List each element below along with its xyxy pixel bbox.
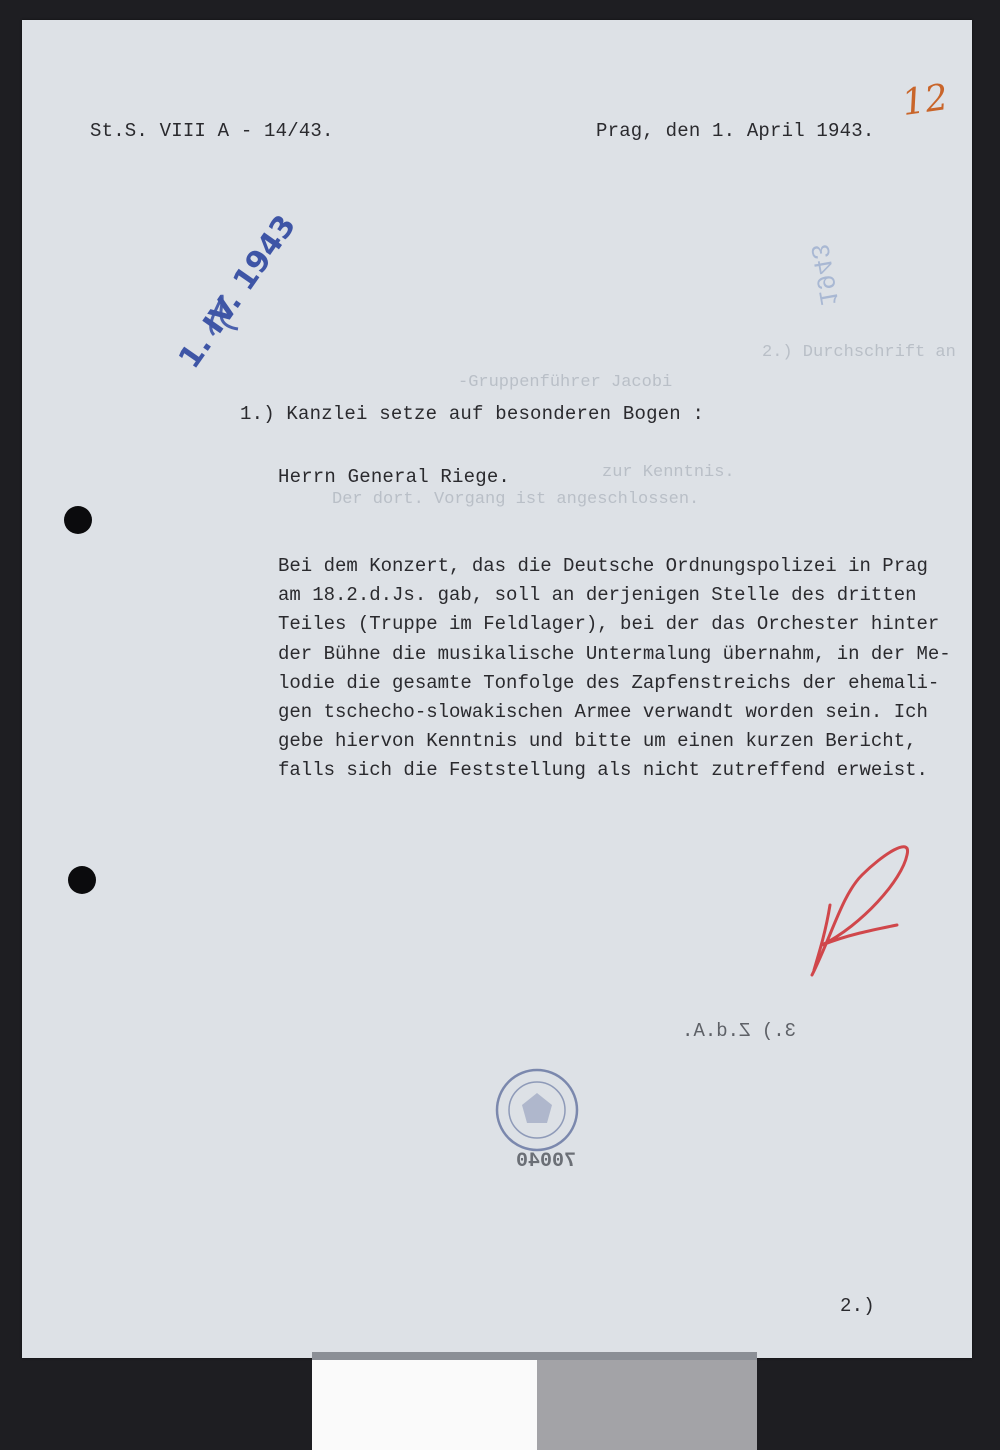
- punch-hole: [68, 866, 96, 894]
- ghost-line-1: 2.) Durchschrift an: [762, 343, 956, 362]
- body-line: Teiles (Truppe im Feldlager), bei der das Orchester hinter: [278, 613, 940, 636]
- punch-hole: [64, 506, 92, 534]
- received-date-stamp: 1. IV. 1943: [172, 208, 304, 376]
- continuation-mark: 2.): [840, 1295, 875, 1317]
- grey-reference-patch: [537, 1360, 757, 1450]
- body-line: lodie die gesamte Tonfolge des Zapfenstreichs der ehemali-: [278, 671, 940, 694]
- white-reference-patch: [312, 1360, 537, 1450]
- page-mark: 12: [899, 76, 951, 125]
- office-seal-icon: [492, 1065, 582, 1155]
- addressee-line: Herrn General Riege.: [278, 466, 511, 488]
- ghost-line-2: -Gruppenführer Jacobi: [458, 373, 673, 392]
- body-line: am 18.2.d.Js. gab, soll an derjenigen Stelle des dritten: [278, 584, 917, 607]
- place-date: Prag, den 1. April 1943.: [596, 120, 875, 142]
- body-line: falls sich die Feststellung als nicht zutreffend erweist.: [278, 759, 928, 782]
- ghost-stamp-date: 1943: [803, 241, 844, 309]
- instruction-line: 1.) Kanzlei setze auf besonderen Bogen :: [240, 403, 705, 425]
- document-sheet: [22, 20, 972, 1358]
- ghost-line-3: zur Kenntnis.: [602, 463, 735, 482]
- ghost-line-5: 3.) Z.d.A.: [682, 1020, 797, 1042]
- reference-number: St.S. VIII A - 14/43.: [90, 120, 334, 142]
- red-signature-icon: [802, 835, 942, 985]
- body-line: Bei dem Konzert, das die Deutsche Ordnungspolizei in Prag: [278, 555, 928, 577]
- ghost-line-4: Der dort. Vorgang ist angeschlossen.: [332, 490, 700, 509]
- stamp-number: 70040: [516, 1150, 577, 1173]
- letter-body: [278, 552, 968, 786]
- body-line: gen tschecho-slowakischen Armee verwandt worden sein. Ich: [278, 701, 928, 724]
- body-line: der Bühne die musikalische Untermalung übernahm, in der Me-: [278, 642, 951, 665]
- body-line: gebe hiervon Kenntnis und bitte um einen kurzen Bericht,: [278, 730, 917, 753]
